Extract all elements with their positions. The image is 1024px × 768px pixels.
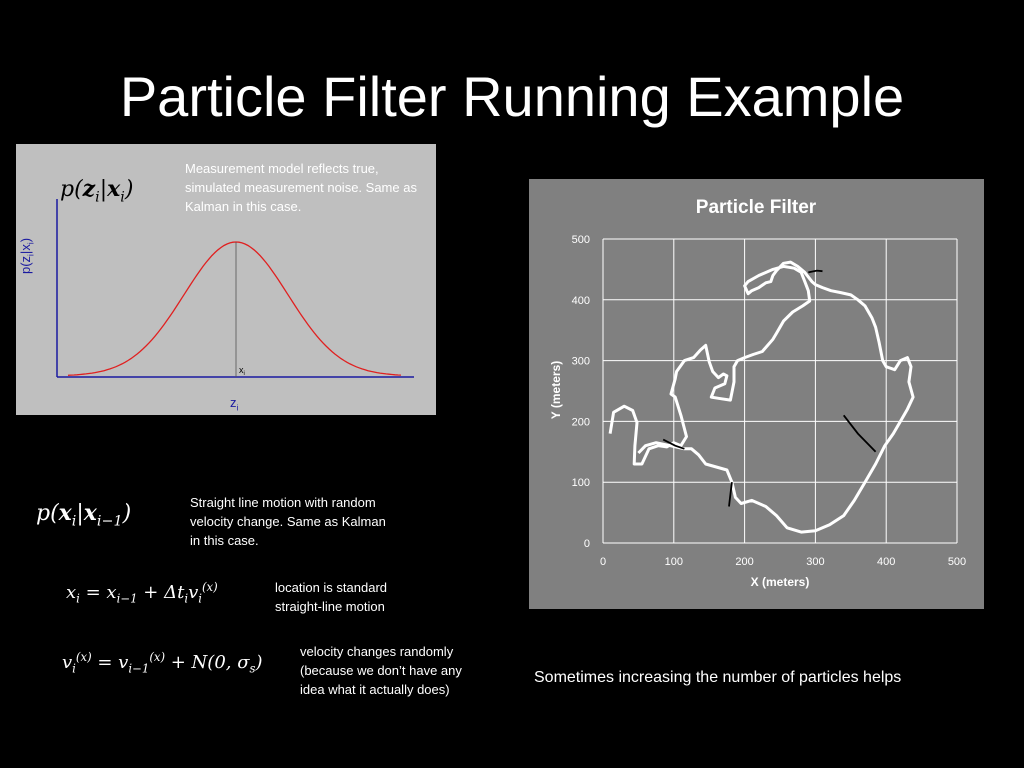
velocity-formula: $v_i^{(x)} = v_{i-1}^{(x)} + N(0$, $\sigma_s$): [62, 650, 263, 676]
x-tick-label: 100: [664, 556, 683, 568]
position-note: location is standard straight-line motion: [275, 580, 388, 614]
y-tick-label: 200: [571, 416, 590, 429]
x-tick-label: 200: [735, 556, 754, 568]
measurement-formula: $p(z_i|x_i)$: [60, 176, 134, 206]
velocity-note: velocity changes randomly (because we don’t have any idea what it actually does): [300, 644, 462, 697]
position-formula: $x_i = x_{i-1} + \Delta t_iv_i^{(x)}$: [66, 580, 218, 606]
y-tick-label: 0: [583, 538, 590, 550]
y-tick-label: 100: [571, 477, 590, 490]
chart-title: Particle Filter: [695, 197, 817, 218]
x-tick-label: 400: [877, 556, 896, 568]
mean-marker-label: $x_i$: [239, 365, 245, 377]
caption: Sometimes increasing the number of particles helps: [534, 669, 902, 686]
y-axis-label: $p(z_i|x_i)$: [18, 237, 36, 274]
bell-curve: [68, 242, 401, 375]
y-tick-label: 400: [571, 294, 590, 307]
y-tick-label: 300: [571, 355, 590, 368]
measurement-model-panel: [16, 144, 436, 415]
measurement-note: Measurement model reflects true, simulated measurement noise. Same as Kalman in this case.: [185, 161, 417, 214]
slide-title: Particle Filter Running Example: [119, 65, 905, 128]
motion-note: Straight line motion with random velocity change. Same as Kalman in this case.: [190, 495, 386, 548]
y-tick-label: 500: [571, 234, 590, 246]
particle-cluster: [729, 482, 732, 506]
x-tick-label: 500: [947, 556, 967, 568]
particle-filter-chart-panel: [529, 179, 984, 609]
y-axis-title: Y (meters): [549, 360, 563, 420]
x-axis-title: X (meters): [750, 575, 810, 589]
trajectory-line: [610, 262, 913, 532]
x-tick-label: 300: [806, 556, 825, 568]
particle-cluster: [844, 415, 876, 452]
particle-filter-chart: [529, 179, 984, 609]
x-axis-label: $z_i$: [230, 395, 239, 413]
motion-formula: $p(x_i|x_{i-1})$: [36, 500, 132, 530]
x-tick-label: 0: [599, 556, 607, 568]
